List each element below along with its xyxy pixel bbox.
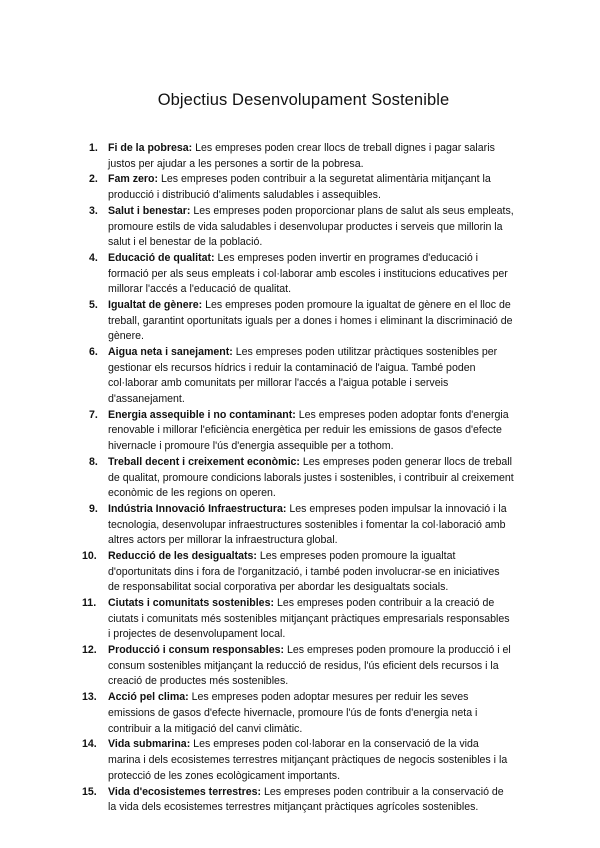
- list-item: [79, 172, 514, 203]
- list-item-number: 8.: [89, 455, 98, 468]
- list-item-number: 14.: [82, 738, 97, 751]
- list-item-text: Les empreses poden adoptar fonts d'energia renovable i millorar l'eficiència energètica per reduir les emissions de gasos d'efecte hivernacle i promoure l'ús d'energia assequible per a tothom.: [108, 408, 509, 453]
- list-item-label: Aigua neta i sanejament:: [108, 346, 233, 359]
- list-item-label: Ciutats i comunitats sostenibles:: [108, 597, 274, 610]
- list-item: [79, 455, 514, 502]
- list-item-text: Les empreses poden proporcionar plans de salut als seus empleats, promoure estils de vida saludables i desenvolupar productes i serveis que millorin la salut i el benestar de la població.: [108, 204, 514, 249]
- list-item-number: 15.: [82, 785, 97, 798]
- list-item-label: Acció pel clima:: [108, 691, 189, 704]
- list-item: [79, 737, 514, 784]
- list-item-label: Salut i benestar:: [108, 204, 191, 217]
- list-item-label: Producció i consum responsables:: [108, 644, 285, 657]
- list-item-number: 5.: [89, 299, 98, 312]
- list-item-label: Treball decent i creixement econòmic:: [108, 455, 300, 468]
- list-item-number: 12.: [82, 644, 97, 657]
- list-item: [79, 204, 514, 251]
- list-item-text: Les empreses poden contribuir a la conservació de la vida dels ecosistemes terrestres mitjançant pràctiques agrícoles sostenibles.: [108, 785, 504, 814]
- list-item-text: Les empreses poden promoure la producció i el consum sostenibles mitjançant la reducció de residus, l'ús eficient dels recursos i la creació de productes més sostenibles.: [108, 644, 511, 688]
- list-item-text: Les empreses poden crear llocs de treball dignes i pagar salaris justos per ajudar a les persones a sortir de la pobresa.: [108, 142, 495, 170]
- list-item-text: Les empreses poden promoure la igualtat de gènere en el lloc de treball, garantint oportunitats iguals per a dones i homes i eliminant la discriminació de gènere.: [108, 299, 513, 343]
- list-item-label: Energia assequible i no contaminant:: [108, 408, 296, 421]
- list-item: [79, 408, 514, 455]
- list-item: [79, 596, 514, 643]
- list-item: [79, 502, 514, 549]
- list-item: [79, 345, 514, 407]
- list-item-number: 7.: [89, 408, 98, 421]
- list-item-text: Les empreses poden col·laborar en la conservació de la vida marina i dels ecosistemes terrestres mitjançant pràctiques de negocis sostenibles i la protecció de les zones ecològicament importants.: [108, 738, 508, 782]
- list-item: [79, 643, 514, 690]
- list-item-number: 2.: [89, 173, 98, 186]
- list-item-label: Igualtat de gènere:: [108, 299, 203, 312]
- list-item-number: 9.: [89, 503, 98, 516]
- list-item-text: Les empreses poden adoptar mesures per reduir les seves emissions de gasos d'efecte hivernacle, promoure l'ús de fonts d'energia neta i contribuir a la mitigació del canvi climàtic.: [108, 691, 478, 735]
- list-item-number: 6.: [89, 346, 98, 359]
- list-item-text: Les empreses poden contribuir a la creació de ciutats i comunitats més sostenibles mitjançant pràctiques empresarials responsables i projectes de desenvolupament local.: [108, 597, 510, 641]
- list-item-text: Les empreses poden generar llocs de treball de qualitat, promoure condicions laborals justes i sostenibles, i contribuir al creixement econòmic de les regions on operen.: [108, 455, 514, 500]
- goals-list: [79, 141, 514, 816]
- list-item: [79, 251, 514, 298]
- list-item: [79, 785, 514, 816]
- list-item-label: Reducció de les desigualtats:: [108, 550, 257, 563]
- list-item-label: Fi de la pobresa:: [108, 142, 193, 154]
- list-item: [79, 141, 514, 172]
- list-item-text: Les empreses poden invertir en programes d'educació i formació per als seus empleats i col·laborar amb escoles i institucions educatives per millorar l'accés a l'educació de qualitat.: [108, 252, 508, 296]
- list-item-label: Indústria Innovació Infraestructura:: [108, 503, 287, 516]
- list-item-number: 10.: [82, 550, 97, 563]
- list-item-text: Les empreses poden utilitzar pràctiques sostenibles per gestionar els recursos hídrics i reduir la contaminació de l'aigua. També poden col·laborar amb comunitats per millorar l'accés a l'aigua potable i serveis d'assanejament.: [108, 346, 498, 405]
- list-item-label: Vida submarina:: [108, 738, 191, 751]
- document-title: Objectius Desenvolupament Sostenible: [157, 91, 450, 109]
- list-item: [79, 549, 514, 596]
- list-item-label: Vida d'ecosistemes terrestres:: [108, 785, 262, 798]
- list-item-text: Les empreses poden contribuir a la seguretat alimentària mitjançant la producció i distribució d'aliments saludables i assequibles.: [108, 173, 491, 202]
- list-item-number: 13.: [82, 691, 97, 704]
- list-item-number: 1.: [89, 142, 98, 154]
- list-item-number: 11.: [82, 597, 97, 610]
- list-item-label: Educació de qualitat:: [108, 252, 215, 265]
- list-item: [79, 298, 514, 345]
- list-item: [79, 690, 514, 737]
- list-item-label: Fam zero:: [108, 173, 159, 186]
- list-item-text: Les empreses poden impulsar la innovació i la tecnologia, desenvolupar infraestructures sostenibles i fomentar la col·laboració amb altres actors per millorar la infraestructura global.: [108, 503, 507, 547]
- list-item-text: Les empreses poden promoure la igualtat d'oportunitats dins i fora de l'organització, i també poden involucrar-se en iniciatives de responsabilitat social corporativa per abordar les desigualtats socials.: [108, 550, 500, 594]
- list-item-number: 4.: [89, 252, 98, 265]
- list-item-number: 3.: [89, 204, 98, 217]
